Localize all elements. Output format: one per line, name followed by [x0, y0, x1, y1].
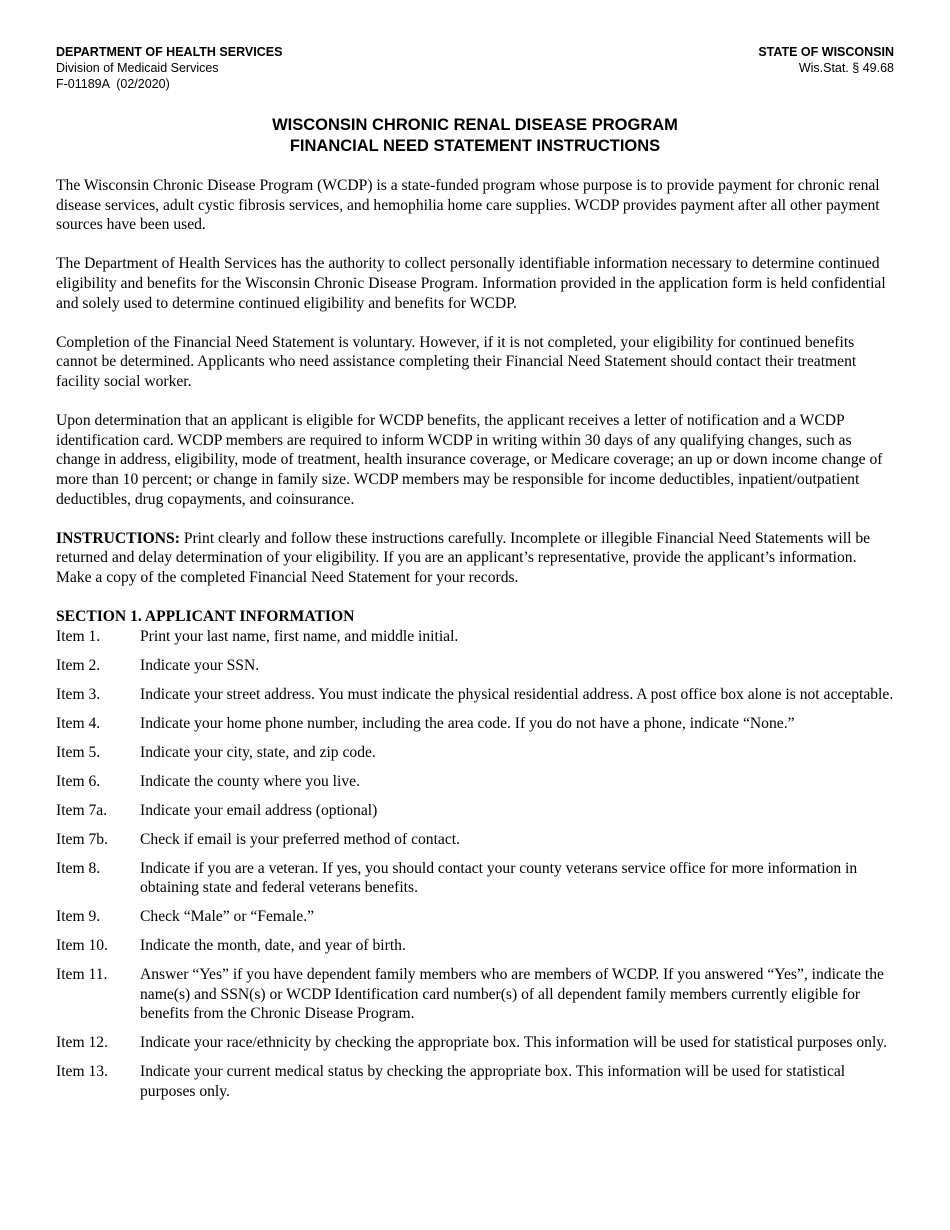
instructions-label: INSTRUCTIONS: [56, 529, 180, 547]
item-label: Item 5. [56, 743, 101, 761]
list-item [56, 859, 894, 898]
item-text: Indicate your SSN. [140, 656, 260, 674]
division-name: Division of Medicaid Services [56, 61, 219, 75]
item-text: Check “Male” or “Female.” [140, 908, 315, 926]
list-item [56, 965, 894, 1024]
list-item [56, 907, 894, 927]
item-label: Item 7a. [56, 801, 108, 819]
item-label: Item 7b. [56, 830, 108, 848]
section-1-heading: SECTION 1. APPLICANT INFORMATION [56, 608, 355, 626]
list-item [56, 627, 894, 647]
document-body [56, 176, 894, 1101]
item-text: Answer “Yes” if you have dependent family members who are members of WCDP. If you answered “Yes”, indicate the name(s) and SSN(s) or WCDP Identification card number(s) of all dependent family members currently eligible for benefits from the Chronic Disease Program. [140, 966, 884, 1023]
department-name: DEPARTMENT OF HEALTH SERVICES [56, 45, 283, 59]
document-page [56, 44, 894, 1101]
document-header [56, 44, 894, 94]
title-line-2: FINANCIAL NEED STATEMENT INSTRUCTIONS [289, 137, 661, 155]
item-text: Indicate your city, state, and zip code. [140, 743, 376, 761]
item-text: Indicate your home phone number, including the area code. If you do not have a phone, indicate “None.” [140, 714, 795, 732]
item-text: Indicate the month, date, and year of birth. [140, 937, 406, 955]
instructions-text: Print clearly and follow these instructions carefully. Incomplete or illegible Financial Need Statements will be returned and delay determination of your eligibility. If you are an applicant’s representative, provide the applicant’s information. Make a copy of the completed Financial Need Statement for your records. [56, 529, 871, 586]
list-item [56, 801, 894, 821]
authority-paragraph: The Department of Health Services has the authority to collect personally identifiable information necessary to determine continued eligibility and benefits for the Wisconsin Chronic Disease Program. Information provided in the application form is held confidential and solely used to determine continued eligibility and benefits for WCDP. [56, 255, 886, 312]
statute-reference: Wis.Stat. § 49.68 [798, 61, 894, 75]
document-title [56, 115, 894, 157]
list-item [56, 743, 894, 763]
list-item [56, 772, 894, 792]
item-label: Item 3. [56, 685, 101, 703]
list-item [56, 1033, 894, 1053]
item-label: Item 10. [56, 937, 108, 955]
title-line-1: WISCONSIN CHRONIC RENAL DISEASE PROGRAM [272, 116, 678, 134]
item-text: Indicate your race/ethnicity by checking the appropriate box. This information will be used for statistical purposes only. [140, 1034, 887, 1052]
intro-paragraph: The Wisconsin Chronic Disease Program (WCDP) is a state-funded program whose purpose is to provide payment for chronic renal disease services, adult cystic fibrosis services, and hemophilia home care supplies. WCDP provides payment after all other payment sources have been used. [56, 177, 880, 234]
item-label: Item 4. [56, 714, 101, 732]
eligibility-paragraph: Upon determination that an applicant is eligible for WCDP benefits, the applicant receives a letter of notification and a WCDP identification card. WCDP members are required to inform WCDP in writing within 30 days of any qualifying changes, such as change in address, eligibility, mode of treatment, health insurance coverage, or Medicare coverage; an up or down income change of more than 10 percent; or change in family size. WCDP members may be responsible for income deductibles, inpatient/outpatient deductibles, drug copayments, and coinsurance. [56, 412, 883, 508]
item-label: Item 6. [56, 772, 101, 790]
list-item [56, 685, 894, 705]
form-number: F-01189A (02/2020) [56, 77, 170, 91]
item-label: Item 12. [56, 1034, 108, 1052]
item-text: Indicate your street address. You must indicate the physical residential address. A post office box alone is not acceptable. [140, 685, 894, 703]
item-text: Indicate your current medical status by checking the appropriate box. This information will be used for statistical purposes only. [140, 1063, 846, 1100]
instructions-paragraph [56, 529, 894, 588]
item-text: Check if email is your preferred method of contact. [140, 830, 460, 848]
item-text: Indicate your email address (optional) [140, 801, 378, 819]
item-label: Item 9. [56, 908, 101, 926]
list-item [56, 1062, 894, 1101]
list-item [56, 936, 894, 956]
voluntary-paragraph: Completion of the Financial Need Statement is voluntary. However, if it is not completed, your eligibility for continued benefits cannot be determined. Applicants who need assistance completing their Financial Need Statement should contact their treatment facility social worker. [56, 333, 857, 390]
item-label: Item 8. [56, 859, 101, 877]
item-text: Indicate if you are a veteran. If yes, you should contact your county veterans service office for more information in obtaining state and federal veterans benefits. [140, 859, 858, 897]
section-1-items [56, 627, 894, 1102]
item-text: Print your last name, first name, and middle initial. [140, 627, 459, 645]
item-label: Item 1. [56, 627, 101, 645]
item-label: Item 2. [56, 656, 101, 674]
list-item [56, 714, 894, 734]
list-item [56, 656, 894, 676]
item-label: Item 11. [56, 966, 108, 984]
header-left [56, 44, 282, 92]
item-label: Item 13. [56, 1063, 108, 1081]
item-text: Indicate the county where you live. [140, 772, 360, 790]
list-item [56, 830, 894, 850]
state-name: STATE OF WISCONSIN [758, 45, 894, 59]
header-right [758, 44, 894, 76]
